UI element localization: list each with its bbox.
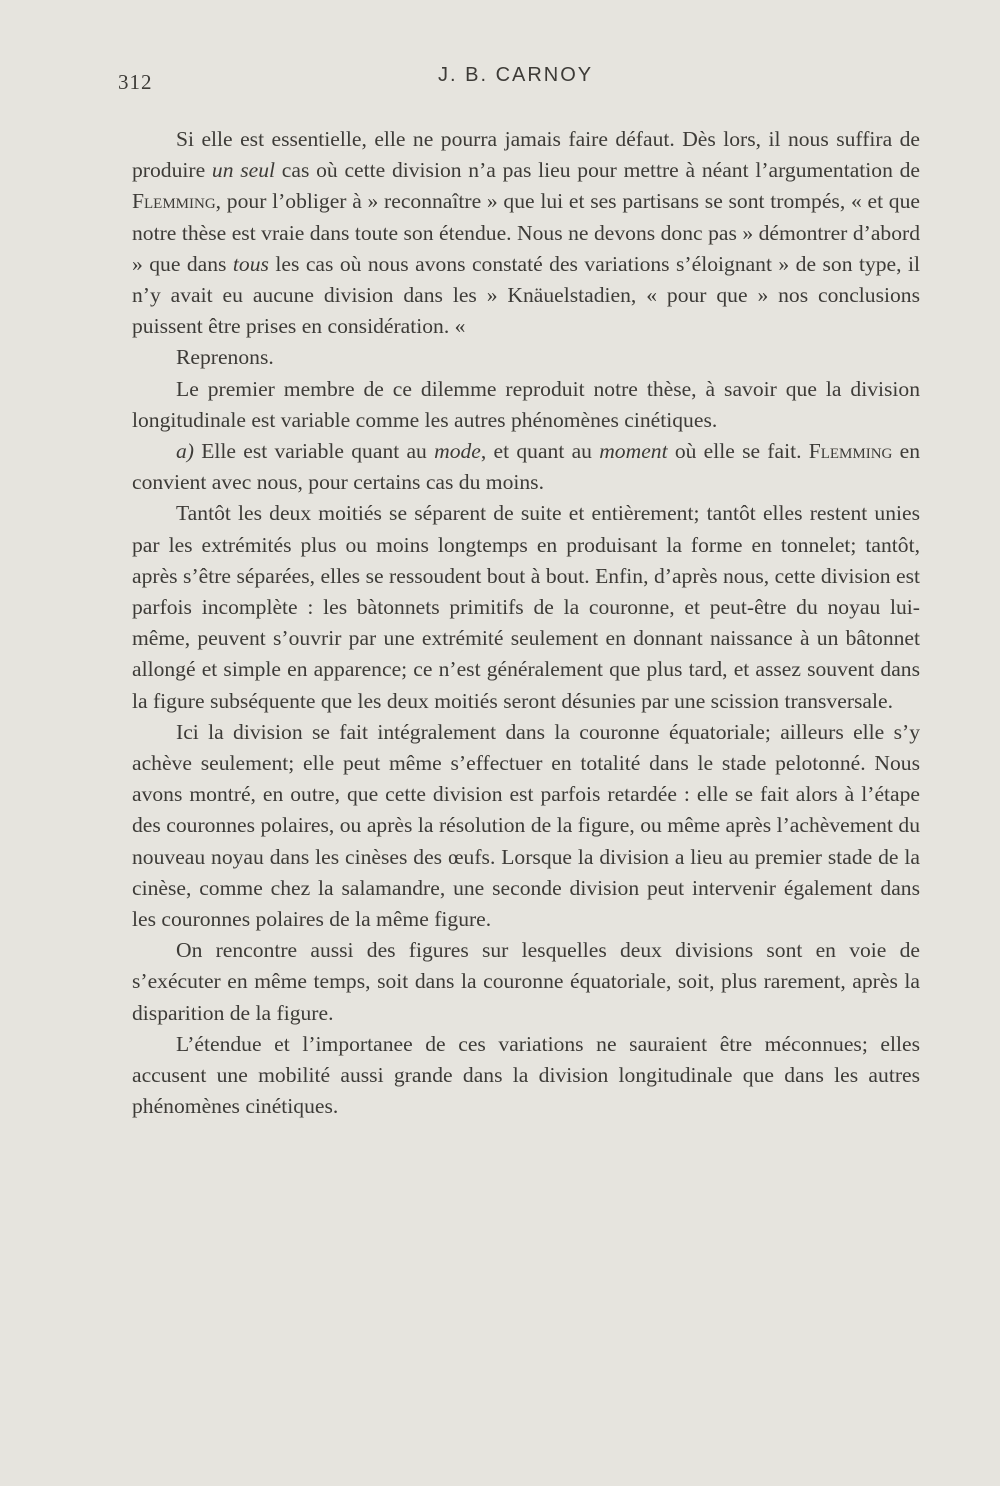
running-head: J. B. CARNOY (438, 64, 594, 86)
paragraph: Reprenons. (176, 345, 274, 370)
text-run: les cas où nous avons constaté des variations s’éloignant » de son type, il n’y avait eu aucune division dans les » Knäuelstadien, « pour que » nos conclusions puissent être prises en considération. « (132, 251, 920, 339)
paragraph: L’étendue et l’importanee de ces variations ne sauraient être méconnues; elles accusent une mobilité aussi grande dans la division longitudinale que dans les autres phénomènes cinétiques. (132, 1031, 920, 1119)
emphasis: moment (599, 439, 668, 464)
page-number: 312 (118, 70, 153, 94)
text-run: Si elle est essentielle, elle ne pourra jamais faire défaut. Dès lors, il nous suffira de produire (132, 127, 920, 183)
body-text (132, 124, 920, 1123)
emphasis: tous (232, 251, 269, 276)
author-name: Flemming (808, 439, 893, 464)
author-name: Flemming (132, 189, 216, 214)
text-run: cas où cette division n’a pas lieu pour mettre à néant l’argumentation de (275, 158, 920, 183)
emphasis: mode (434, 439, 481, 464)
text-run: , et quant au (480, 439, 600, 464)
paragraph: Ici la division se fait intégralement dans la couronne équatoriale; ailleurs elle s’y achève seulement; elle peut même s’effectuer en totalité dans le stade pelotonné. Nous avons montré, en outre, que cette division est parfois retardée : elle se fait alors à l’étape des couronnes polaires, ou après la résolution de la figure, ou même après l’achèvement du nouveau noyau dans les cinèses des œufs. Lorsque la division a lieu au premier stade de la cinèse, comme chez la salamandre, une seconde division peut intervenir également dans les couronnes polaires de la même figure. (132, 719, 920, 932)
paragraph (132, 436, 920, 498)
paragraph: Tantôt les deux moitiés se séparent de suite et entièrement; tantôt elles restent unies par les extrémités plus ou moins longtemps en produisant la forme en tonnelet; tantôt, après s’être séparées, elles se ressoudent bout à bout. Enfin, d’après nous, cette division est parfois incomplète : les bàtonnets primitifs de la couronne, et peut-être du noyau lui-même, peuvent s’ouvrir par une extrémité seulement en donnant naissance à un bâtonnet allongé et simple en apparence; ce n’est généralement que plus tard, et assez souvent dans la figure subséquente que les deux moitiés seront désunies par une scission transversale. (132, 501, 920, 713)
paragraph: On rencontre aussi des figures sur lesquelles deux divisions sont en voie de s’exécuter en même temps, soit dans la couronne équatoriale, soit, plus rarement, après la disparition de la figure. (132, 938, 920, 1025)
paragraph (132, 124, 920, 342)
paragraph: Le premier membre de ce dilemme reproduit notre thèse, à savoir que la division longitudinale est variable comme les autres phénomènes cinétiques. (132, 376, 920, 432)
text-run: Elle est variable quant au (194, 439, 435, 464)
text-run: en convient avec nous, pour certains cas du moins. (132, 439, 921, 495)
page-header (118, 62, 918, 98)
text-run: , pour l’obliger à » reconnaître » que lui et ses partisans se sont trompés, « et que notre thèse est vraie dans toute son étendue. Nous ne devons donc pas » démontrer d’abord » que dans (132, 189, 920, 276)
enumeration-label: a) (176, 439, 194, 464)
text-run: où elle se fait. (667, 439, 809, 464)
emphasis: un seul (211, 158, 276, 183)
